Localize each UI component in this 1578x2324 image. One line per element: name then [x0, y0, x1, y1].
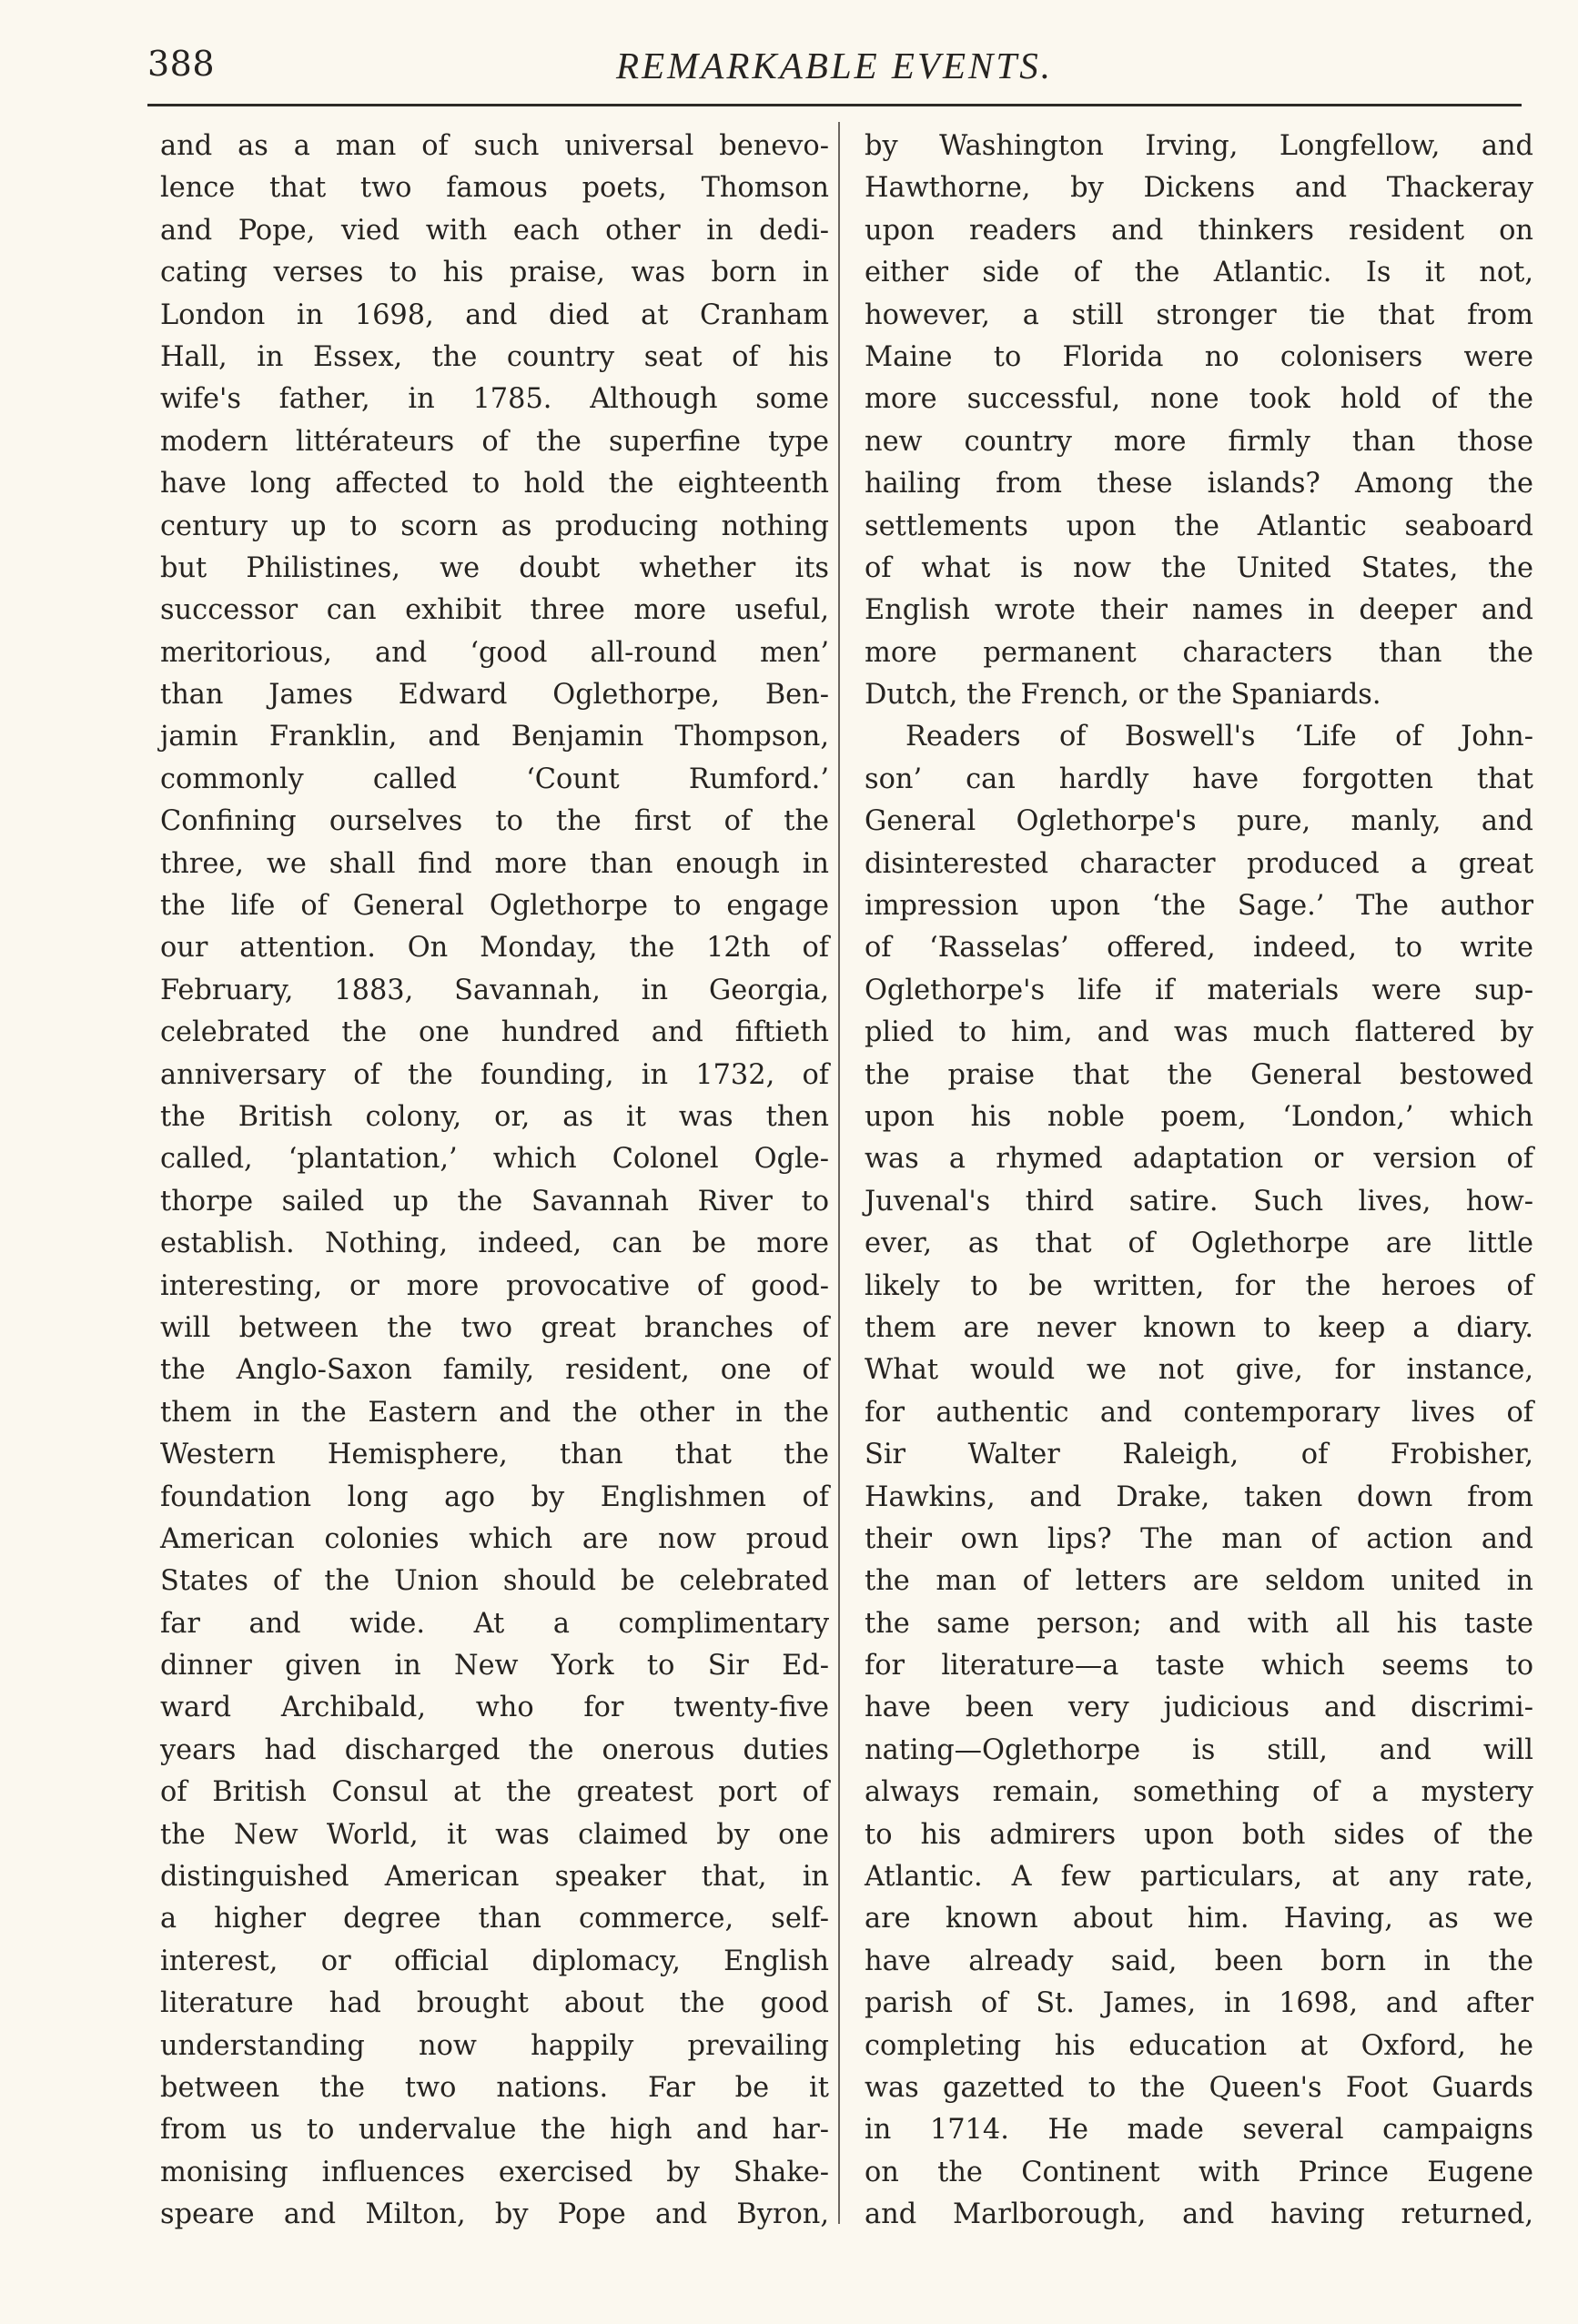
- text-line: likely to be written, for the heroes of: [865, 1269, 1533, 1302]
- text-line: impression upon ‘the Sage.’ The author: [865, 890, 1533, 923]
- text-line: monising influences exercised by Shake-: [160, 2156, 829, 2188]
- text-line: three, we shall find more than enough in: [160, 847, 829, 880]
- text-line: February, 1883, Savannah, in Georgia,: [160, 974, 829, 1006]
- text-line: establish. Nothing, indeed, can be more: [160, 1228, 829, 1260]
- text-line: them are never known to keep a diary.: [865, 1311, 1533, 1344]
- text-line: Maine to Florida no colonisers were: [865, 340, 1533, 373]
- text-line: interesting, or more provocative of good-: [160, 1269, 829, 1302]
- text-line: between the two nations. Far be it: [160, 2071, 829, 2104]
- text-line: the same person; and with all his taste: [865, 1607, 1533, 1640]
- text-line: American colonies which are now proud: [160, 1522, 829, 1555]
- text-line: their own lips? The man of action and: [865, 1522, 1533, 1555]
- text-line: more permanent characters than the: [865, 636, 1533, 669]
- text-line: meritorious, and ‘good all-round men’: [160, 636, 829, 669]
- page-header: [147, 36, 1522, 91]
- text-line: interest, or official diplomacy, English: [160, 1945, 829, 1977]
- text-line: the life of General Oglethorpe to engage: [160, 890, 829, 923]
- text-line: always remain, something of a mystery: [865, 1776, 1533, 1809]
- text-line: commonly called ‘Count Rumford.’: [160, 763, 829, 795]
- text-line: foundation long ago by Englishmen of: [160, 1480, 829, 1513]
- text-line: years had discharged the onerous duties: [160, 1733, 829, 1766]
- text-line: completing his education at Oxford, he: [865, 2029, 1533, 2062]
- text-line: on the Continent with Prince Eugene: [865, 2156, 1533, 2188]
- text-line: Readers of Boswell's ‘Life of John-: [905, 721, 1533, 753]
- text-line: Western Hemisphere, than that the: [160, 1439, 829, 1471]
- text-line: a higher degree than commerce, self-: [160, 1903, 829, 1935]
- text-line: but Philistines, we doubt whether its: [160, 551, 829, 584]
- text-line: and Marlborough, and having returned,: [865, 2198, 1533, 2231]
- right-column: [865, 126, 1533, 2246]
- text-line: understanding now happily prevailing: [160, 2029, 829, 2062]
- text-line: was a rhymed adaptation or version of: [865, 1143, 1533, 1176]
- text-line: are known about him. Having, as we: [865, 1903, 1533, 1935]
- text-line: modern littérateurs of the superfine type: [160, 425, 829, 458]
- text-line: to his admirers upon both sides of the: [865, 1818, 1533, 1851]
- text-line: the New World, it was claimed by one: [160, 1818, 829, 1851]
- text-line: literature had brought about the good: [160, 1987, 829, 2020]
- text-line: successor can exhibit three more useful,: [160, 594, 829, 627]
- text-line: Dutch, the French, or the Spaniards.: [865, 679, 1381, 712]
- text-line: plied to him, and was much flattered by: [865, 1016, 1533, 1049]
- text-line: parish of St. James, in 1698, and after: [865, 1987, 1533, 2020]
- page-number: 388: [147, 44, 216, 84]
- text-line: called, ‘plantation,’ which Colonel Ogle-: [160, 1143, 829, 1176]
- text-line: dinner given in New York to Sir Ed-: [160, 1650, 829, 1682]
- text-line: Hall, in Essex, the country seat of his: [160, 340, 829, 373]
- text-line: General Oglethorpe's pure, manly, and: [865, 805, 1533, 838]
- header-rule: [147, 104, 1522, 106]
- text-line: more successful, none took hold of the: [865, 383, 1533, 416]
- text-line: Hawthorne, by Dickens and Thackeray: [865, 172, 1533, 205]
- text-line: was gazetted to the Queen's Foot Guards: [865, 2071, 1533, 2104]
- text-line: in 1714. He made several campaigns: [865, 2114, 1533, 2147]
- text-line: Juvenal's third satire. Such lives, how-: [865, 1185, 1533, 1218]
- text-line: upon his noble poem, ‘London,’ which: [865, 1100, 1533, 1133]
- text-line: Atlantic. A few particulars, at any rate,: [865, 1861, 1533, 1894]
- text-line: settlements upon the Atlantic seaboard: [865, 510, 1533, 542]
- text-line: the man of letters are seldom united in: [865, 1565, 1533, 1598]
- column-divider: [838, 122, 840, 2224]
- text-line: by Washington Irving, Longfellow, and: [865, 130, 1533, 162]
- text-line: ever, as that of Oglethorpe are little: [865, 1228, 1533, 1260]
- text-line: nating—Oglethorpe is still, and will: [865, 1733, 1533, 1766]
- text-line: and Pope, vied with each other in dedi-: [160, 214, 829, 247]
- text-line: Confining ourselves to the first of the: [160, 805, 829, 838]
- text-line: Sir Walter Raleigh, of Frobisher,: [865, 1439, 1533, 1471]
- text-line: for literature—a taste which seems to: [865, 1650, 1533, 1682]
- text-line: new country more firmly than those: [865, 425, 1533, 458]
- text-line: anniversary of the founding, in 1732, of: [160, 1058, 829, 1091]
- text-line: of British Consul at the greatest port of: [160, 1776, 829, 1809]
- text-line: wife's father, in 1785. Although some: [160, 383, 829, 416]
- text-line: will between the two great branches of: [160, 1311, 829, 1344]
- text-line: our attention. On Monday, the 12th of: [160, 932, 829, 965]
- text-line: and as a man of such universal benevo-: [160, 130, 829, 162]
- text-line: than James Edward Oglethorpe, Ben-: [160, 679, 829, 712]
- text-line: cating verses to his praise, was born in: [160, 257, 829, 289]
- text-line: of what is now the United States, the: [865, 551, 1533, 584]
- text-line: hailing from these islands? Among the: [865, 468, 1533, 500]
- text-line: ward Archibald, who for twenty-five: [160, 1692, 829, 1724]
- text-line: for authentic and contemporary lives of: [865, 1396, 1533, 1429]
- text-line: them in the Eastern and the other in the: [160, 1396, 829, 1429]
- text-line: the British colony, or, as it was then: [160, 1100, 829, 1133]
- text-line: speare and Milton, by Pope and Byron,: [160, 2198, 829, 2231]
- text-line: the Anglo-Saxon family, resident, one of: [160, 1354, 829, 1387]
- text-line: have been very judicious and discrimi-: [865, 1692, 1533, 1724]
- text-line: have already said, been born in the: [865, 1945, 1533, 1977]
- text-line: of ‘Rasselas’ offered, indeed, to write: [865, 932, 1533, 965]
- text-line: London in 1698, and died at Cranham: [160, 298, 829, 331]
- text-line: States of the Union should be celebrated: [160, 1565, 829, 1598]
- text-line: son’ can hardly have forgotten that: [865, 763, 1533, 795]
- text-line: celebrated the one hundred and fiftieth: [160, 1016, 829, 1049]
- text-line: the praise that the General bestowed: [865, 1058, 1533, 1091]
- text-line: lence that two famous poets, Thomson: [160, 172, 829, 205]
- text-line: either side of the Atlantic. Is it not,: [865, 257, 1533, 289]
- text-line: Hawkins, and Drake, taken down from: [865, 1480, 1533, 1513]
- text-line: from us to undervalue the high and har-: [160, 2114, 829, 2147]
- text-line: What would we not give, for instance,: [865, 1354, 1533, 1387]
- text-line: far and wide. At a complimentary: [160, 1607, 829, 1640]
- text-line: jamin Franklin, and Benjamin Thompson,: [160, 721, 829, 753]
- text-line: have long affected to hold the eighteenth: [160, 468, 829, 500]
- text-line: Oglethorpe's life if materials were sup-: [865, 974, 1533, 1006]
- text-line: century up to scorn as producing nothing: [160, 510, 829, 542]
- text-line: English wrote their names in deeper and: [865, 594, 1533, 627]
- text-line: disinterested character produced a great: [865, 847, 1533, 880]
- text-line: upon readers and thinkers resident on: [865, 214, 1533, 247]
- text-line: thorpe sailed up the Savannah River to: [160, 1185, 829, 1218]
- text-line: however, a still stronger tie that from: [865, 298, 1533, 331]
- text-line: distinguished American speaker that, in: [160, 1861, 829, 1894]
- left-column: [160, 126, 829, 2246]
- running-title: REMARKABLE EVENTS.: [616, 45, 1053, 86]
